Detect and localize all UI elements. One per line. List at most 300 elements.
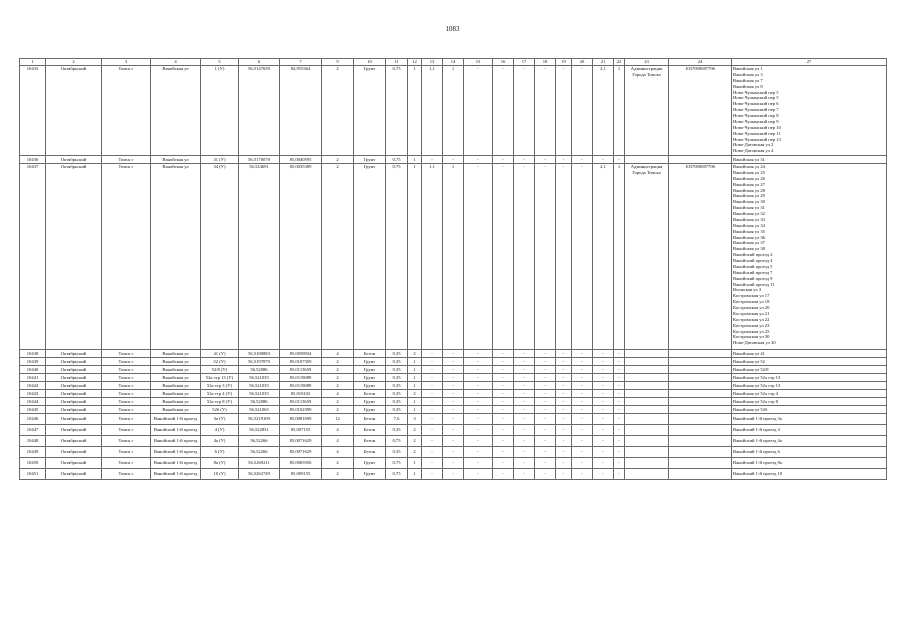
- table-cell: 52 (У): [201, 358, 239, 366]
- address-line: Волжская ул 3: [733, 287, 762, 293]
- table-cell: 2,1: [593, 164, 614, 350]
- table-row: [20, 164, 887, 350]
- table-cell: -: [572, 436, 593, 447]
- table-cell: -: [464, 374, 493, 382]
- address-line: Ново-Чулымский пер 5: [733, 95, 779, 101]
- table-cell: [669, 406, 732, 414]
- table-cell: 2: [408, 447, 422, 458]
- table-cell: Октябрьский: [46, 350, 102, 358]
- table-cell: 0,35: [386, 350, 408, 358]
- table-cell: -: [535, 374, 556, 382]
- address-list-cell: [732, 390, 887, 398]
- table-cell: 10441: [20, 374, 46, 382]
- table-cell: -: [464, 382, 493, 390]
- table-cell: -: [556, 358, 572, 366]
- address-line: Ванойский проезд 11: [733, 281, 775, 287]
- address-line: Ванойская ул 36: [733, 234, 765, 240]
- table-cell: 31 (У): [201, 156, 239, 164]
- table-cell: 0,75: [386, 469, 408, 480]
- table-cell: Ванойская ул: [151, 390, 201, 398]
- table-cell: [625, 414, 669, 425]
- header-cell: 10: [354, 59, 386, 66]
- table-cell: 2,1: [593, 66, 614, 156]
- table-cell: 4: [322, 390, 354, 398]
- header-cell: 12: [408, 59, 422, 66]
- table-cell: 0,75: [386, 458, 408, 469]
- address-line: Ново-Чулымский пер 11: [733, 130, 781, 136]
- address-list-cell: [732, 458, 887, 469]
- table-cell: -: [422, 406, 443, 414]
- address-line: Ново-Датовская ул 2: [733, 142, 774, 148]
- address-line: Ванойская ул 1: [733, 66, 763, 71]
- table-cell: -: [493, 447, 514, 458]
- table-cell: 2: [322, 374, 354, 382]
- table-cell: -: [572, 366, 593, 374]
- table-cell: 6 (У): [201, 447, 239, 458]
- table-cell: 1: [408, 374, 422, 382]
- table-cell: 1: [408, 398, 422, 406]
- table-cell: -: [514, 358, 535, 366]
- table-cell: 0,75: [386, 164, 408, 350]
- header-cell: 6: [239, 59, 280, 66]
- table-cell: -: [593, 350, 614, 358]
- table-cell: -: [464, 390, 493, 398]
- table-cell: [669, 366, 732, 374]
- table-cell: 1037000087706: [669, 66, 732, 156]
- table-cell: Грунт: [354, 66, 386, 156]
- table-cell: Грунт: [354, 366, 386, 374]
- table-cell: 56,522831: [239, 425, 280, 436]
- table-cell: -: [593, 358, 614, 366]
- table-cell: -: [614, 436, 625, 447]
- table-cell: -: [593, 374, 614, 382]
- table-cell: Томск г: [102, 398, 151, 406]
- table-cell: Ванойская ул: [151, 406, 201, 414]
- table-cell: -: [556, 425, 572, 436]
- table-cell: 85,0119089: [280, 382, 322, 390]
- table-cell: 56,5219109: [239, 414, 280, 425]
- table-cell: Ванойская ул: [151, 374, 201, 382]
- table-row: [20, 382, 887, 390]
- table-cell: Томск г: [102, 406, 151, 414]
- table-row: [20, 390, 887, 398]
- table-cell: Грунт: [354, 382, 386, 390]
- table-cell: 4 (У): [201, 425, 239, 436]
- table-cell: 2: [322, 469, 354, 480]
- table-cell: Томск г: [102, 366, 151, 374]
- address-list-cell: [732, 406, 887, 414]
- address-line: Ново-Чулымский пер 13: [733, 136, 781, 142]
- table-cell: Октябрьский: [46, 406, 102, 414]
- table-cell: -: [464, 406, 493, 414]
- table-cell: -: [572, 425, 593, 436]
- table-cell: 85,0107359: [280, 358, 322, 366]
- address-line: Ванойский 1-й проезд 4: [733, 427, 780, 433]
- table-cell: 1: [408, 366, 422, 374]
- table-cell: -: [614, 458, 625, 469]
- table-cell: 10447: [20, 425, 46, 436]
- table-cell: -: [535, 350, 556, 358]
- table-cell: 85,0040595: [280, 156, 322, 164]
- table-cell: -: [556, 382, 572, 390]
- address-list-cell: [732, 414, 887, 425]
- table-cell: Октябрьский: [46, 164, 102, 350]
- table-cell: -: [614, 414, 625, 425]
- address-line: Ванойский проезд 7: [733, 269, 773, 275]
- table-cell: 56,52266: [239, 447, 280, 458]
- table-cell: 10443: [20, 390, 46, 398]
- address-line: Ванойская ул 34: [733, 222, 765, 228]
- table-cell: Октябрьский: [46, 414, 102, 425]
- table-cell: -: [514, 366, 535, 374]
- table-cell: [625, 458, 669, 469]
- table-cell: 2: [322, 164, 354, 350]
- table-cell: -: [593, 382, 614, 390]
- table-cell: 0,35: [386, 382, 408, 390]
- table-cell: -: [556, 156, 572, 164]
- table-cell: -: [535, 164, 556, 350]
- table-cell: 85,0113659: [280, 366, 322, 374]
- address-line: Ново-Чулымский пер 10: [733, 124, 781, 130]
- table-cell: -: [514, 350, 535, 358]
- table-cell: [625, 382, 669, 390]
- table-cell: -: [464, 469, 493, 480]
- table-cell: 56,52266: [239, 436, 280, 447]
- address-line: Ванойская ул 24: [733, 164, 765, 169]
- table-cell: -: [593, 398, 614, 406]
- table-cell: 10444: [20, 398, 46, 406]
- table-cell: -: [514, 414, 535, 425]
- table-cell: -: [535, 458, 556, 469]
- table-cell: 10440: [20, 366, 46, 374]
- table-cell: -: [514, 398, 535, 406]
- table-cell: 56,5262749: [239, 469, 280, 480]
- table-cell: 3а (У): [201, 414, 239, 425]
- table-cell: [669, 447, 732, 458]
- table-cell: 10450: [20, 458, 46, 469]
- address-list-cell: [732, 164, 887, 350]
- header-cell: 1: [20, 59, 46, 66]
- address-line: Ванойская ул 30: [733, 199, 765, 205]
- table-cell: -: [556, 66, 572, 156]
- table-row: [20, 406, 887, 414]
- table-cell: -: [493, 374, 514, 382]
- table-cell: -: [493, 425, 514, 436]
- table-cell: [625, 436, 669, 447]
- table-cell: -: [556, 350, 572, 358]
- address-list-cell: [732, 156, 887, 164]
- table-cell: -: [572, 447, 593, 458]
- table-cell: -: [614, 358, 625, 366]
- table-cell: -: [493, 382, 514, 390]
- table-cell: Ванойский 1-й проезд: [151, 414, 201, 425]
- address-line: Ванойский 1-й проезд 8а: [733, 460, 782, 466]
- table-cell: 4: [322, 425, 354, 436]
- table-cell: -: [493, 406, 514, 414]
- header-cell: 13: [422, 59, 443, 66]
- containers-table: [19, 58, 887, 480]
- table-cell: 2: [408, 390, 422, 398]
- table-cell: -: [572, 350, 593, 358]
- table-cell: -: [443, 447, 464, 458]
- table-cell: 0,35: [386, 398, 408, 406]
- header-cell: 19: [556, 59, 572, 66]
- table-cell: 1: [408, 156, 422, 164]
- table-cell: -: [572, 469, 593, 480]
- table-cell: Ванойский 1-й проезд: [151, 425, 201, 436]
- table-cell: 4: [322, 350, 354, 358]
- table-cell: -: [535, 425, 556, 436]
- table-cell: 10436: [20, 156, 46, 164]
- table-cell: -: [572, 398, 593, 406]
- table-cell: 56,5147659: [239, 66, 280, 156]
- table-cell: Бетон: [354, 414, 386, 425]
- table-cell: -: [535, 366, 556, 374]
- table-cell: [669, 398, 732, 406]
- table-cell: -: [422, 447, 443, 458]
- table-cell: -: [422, 425, 443, 436]
- table-cell: -: [514, 436, 535, 447]
- table-cell: Бетон: [354, 447, 386, 458]
- table-cell: 84,955364: [280, 66, 322, 156]
- address-line: Ванойская ул 25: [733, 169, 765, 175]
- table-cell: 2: [408, 436, 422, 447]
- table-cell: -: [443, 436, 464, 447]
- table-cell: -: [572, 156, 593, 164]
- table-cell: [625, 366, 669, 374]
- address-line: Ванойский 1-й проезд 3а: [733, 416, 782, 422]
- table-cell: Октябрьский: [46, 156, 102, 164]
- address-line: Ванойская ул 32: [733, 211, 765, 216]
- table-cell: -: [593, 425, 614, 436]
- table-cell: 52а стр 4 (У): [201, 390, 239, 398]
- table-cell: -: [422, 458, 443, 469]
- table-cell: [669, 469, 732, 480]
- table-cell: 10451: [20, 469, 46, 480]
- table-cell: Октябрьский: [46, 374, 102, 382]
- table-cell: Бетон: [354, 390, 386, 398]
- table-cell: [625, 374, 669, 382]
- table-cell: 2: [322, 406, 354, 414]
- table-row: [20, 458, 887, 469]
- table-cell: [669, 458, 732, 469]
- header-cell: 14: [443, 59, 464, 66]
- address-line: Ванойский проезд 9: [733, 275, 773, 281]
- table-cell: 1: [408, 164, 422, 350]
- table-cell: -: [422, 156, 443, 164]
- table-cell: -: [614, 156, 625, 164]
- table-cell: 0,75: [386, 156, 408, 164]
- table-cell: -: [443, 469, 464, 480]
- table-row: [20, 447, 887, 458]
- table-cell: -: [572, 164, 593, 350]
- table-cell: -: [572, 406, 593, 414]
- table-cell: -: [464, 66, 493, 156]
- table-body: [20, 66, 887, 480]
- table-cell: 10438: [20, 350, 46, 358]
- address-line: Ванойская ул 52а стр 8: [733, 398, 778, 404]
- table-cell: 1: [408, 406, 422, 414]
- table-cell: Октябрьский: [46, 390, 102, 398]
- table-cell: Октябрьский: [46, 398, 102, 406]
- table-cell: -: [493, 436, 514, 447]
- table-cell: Ванойская ул: [151, 66, 201, 156]
- table-cell: -: [443, 425, 464, 436]
- address-line: Ново-Чулымский пер 5: [733, 89, 779, 95]
- header-cell: 18: [535, 59, 556, 66]
- table-cell: 85,010102: [280, 390, 322, 398]
- table-cell: -: [614, 366, 625, 374]
- table-cell: -: [556, 458, 572, 469]
- table-cell: -: [443, 366, 464, 374]
- table-cell: 1: [408, 469, 422, 480]
- table-cell: Октябрьский: [46, 436, 102, 447]
- table-cell: Грунт: [354, 358, 386, 366]
- table-cell: -: [443, 350, 464, 358]
- table-row: [20, 366, 887, 374]
- table-cell: 56,521035: [239, 390, 280, 398]
- table-row: [20, 350, 887, 358]
- table-cell: Томск г: [102, 390, 151, 398]
- table-cell: -: [464, 425, 493, 436]
- table-cell: -: [443, 382, 464, 390]
- address-line: Ванойский 1-й проезд 4а: [733, 438, 782, 444]
- header-cell: 16: [493, 59, 514, 66]
- table-cell: -: [443, 414, 464, 425]
- table-cell: [625, 425, 669, 436]
- address-line: Ново-Чулымский пер 6: [733, 101, 779, 107]
- table-cell: Томск г: [102, 425, 151, 436]
- table-cell: 56,524691: [239, 164, 280, 350]
- table-cell: -: [493, 390, 514, 398]
- table-cell: -: [572, 458, 593, 469]
- table-cell: -: [493, 366, 514, 374]
- table-cell: 52б (У): [201, 406, 239, 414]
- table-cell: 0,35: [386, 390, 408, 398]
- table-cell: 3: [408, 414, 422, 425]
- table-cell: 10445: [20, 406, 46, 414]
- table-cell: 0,35: [386, 358, 408, 366]
- header-cell: 3: [102, 59, 151, 66]
- table-cell: 85,007155: [280, 425, 322, 436]
- table-cell: Томск г: [102, 436, 151, 447]
- table-cell: 2: [322, 458, 354, 469]
- table-cell: 0,35: [386, 374, 408, 382]
- table-cell: -: [535, 414, 556, 425]
- table-cell: Грунт: [354, 469, 386, 480]
- table-cell: Бетон: [354, 436, 386, 447]
- table-cell: Томск г: [102, 414, 151, 425]
- address-line: Костромская ул 22: [733, 316, 770, 322]
- table-cell: 10446: [20, 414, 46, 425]
- table-cell: -: [593, 458, 614, 469]
- table-cell: Томск г: [102, 382, 151, 390]
- address-list-cell: [732, 350, 887, 358]
- table-cell: 56,5170078: [239, 156, 280, 164]
- address-line: Ванойская ул 7: [733, 77, 763, 83]
- page-number: 1083: [445, 25, 460, 33]
- table-cell: Томск г: [102, 358, 151, 366]
- address-line: Ванойская ул 37: [733, 240, 765, 246]
- address-line: Ванойская ул 38: [733, 246, 765, 252]
- header-cell: 17: [514, 59, 535, 66]
- address-line: Ванойский 1-й проезд 10: [733, 471, 783, 477]
- table-cell: -: [614, 398, 625, 406]
- table-cell: 0,35: [386, 406, 408, 414]
- table-cell: -: [464, 366, 493, 374]
- table-cell: Ванойская ул: [151, 382, 201, 390]
- table-row: [20, 436, 887, 447]
- table-cell: -: [493, 398, 514, 406]
- table-cell: -: [464, 350, 493, 358]
- table-cell: -: [493, 458, 514, 469]
- table-row: [20, 414, 887, 425]
- table-cell: -: [464, 164, 493, 350]
- table-cell: 12: [322, 414, 354, 425]
- address-line: Ванойская ул 29: [733, 193, 765, 199]
- table-row: [20, 425, 887, 436]
- table-cell: Ванойский 1-й проезд: [151, 469, 201, 480]
- table-cell: -: [443, 374, 464, 382]
- table-cell: [669, 358, 732, 366]
- header-cell: 21: [593, 59, 614, 66]
- table-cell: Томск г: [102, 469, 151, 480]
- table-cell: 85,0113659: [280, 398, 322, 406]
- table-cell: -: [556, 447, 572, 458]
- table-cell: -: [614, 374, 625, 382]
- table-cell: -: [535, 447, 556, 458]
- address-line: Ванойская ул 52а стр 13: [733, 374, 781, 380]
- address-line: Ванойская ул 26: [733, 175, 765, 181]
- table-cell: -: [535, 358, 556, 366]
- table-cell: 10439: [20, 358, 46, 366]
- table-cell: -: [614, 350, 625, 358]
- table-cell: 41 (У): [201, 350, 239, 358]
- table-cell: -: [535, 390, 556, 398]
- table-cell: 52а стр 8 (У): [201, 398, 239, 406]
- address-line: Костромская ул 30: [733, 334, 770, 340]
- table-cell: -: [614, 469, 625, 480]
- address-list-cell: [732, 425, 887, 436]
- table-cell: Томск г: [102, 458, 151, 469]
- address-line: Ванойский проезд 5: [733, 263, 773, 269]
- table-cell: -: [556, 469, 572, 480]
- table-cell: Октябрьский: [46, 469, 102, 480]
- address-line: Ванойский 1-й проезд 6: [733, 449, 780, 455]
- table-cell: Администрация Города Томска: [625, 164, 669, 350]
- table-cell: -: [443, 358, 464, 366]
- table-cell: -: [614, 382, 625, 390]
- table-cell: -: [493, 350, 514, 358]
- table-cell: -: [556, 390, 572, 398]
- table-cell: 2: [322, 156, 354, 164]
- table-cell: 7,6: [386, 414, 408, 425]
- table-cell: 2: [322, 382, 354, 390]
- table-cell: -: [493, 164, 514, 350]
- table-cell: 4: [322, 447, 354, 458]
- table-cell: 1: [408, 358, 422, 366]
- table-cell: -: [572, 358, 593, 366]
- table-cell: -: [422, 374, 443, 382]
- table-cell: 4: [322, 436, 354, 447]
- table-cell: Ванойская ул: [151, 366, 201, 374]
- table-cell: -: [493, 414, 514, 425]
- address-line: Ново-Чулымский пер 7: [733, 107, 779, 113]
- table-cell: -: [514, 469, 535, 480]
- table-cell: [625, 447, 669, 458]
- table-cell: 34 (У): [201, 164, 239, 350]
- address-line: Ванойская ул 27: [733, 181, 765, 187]
